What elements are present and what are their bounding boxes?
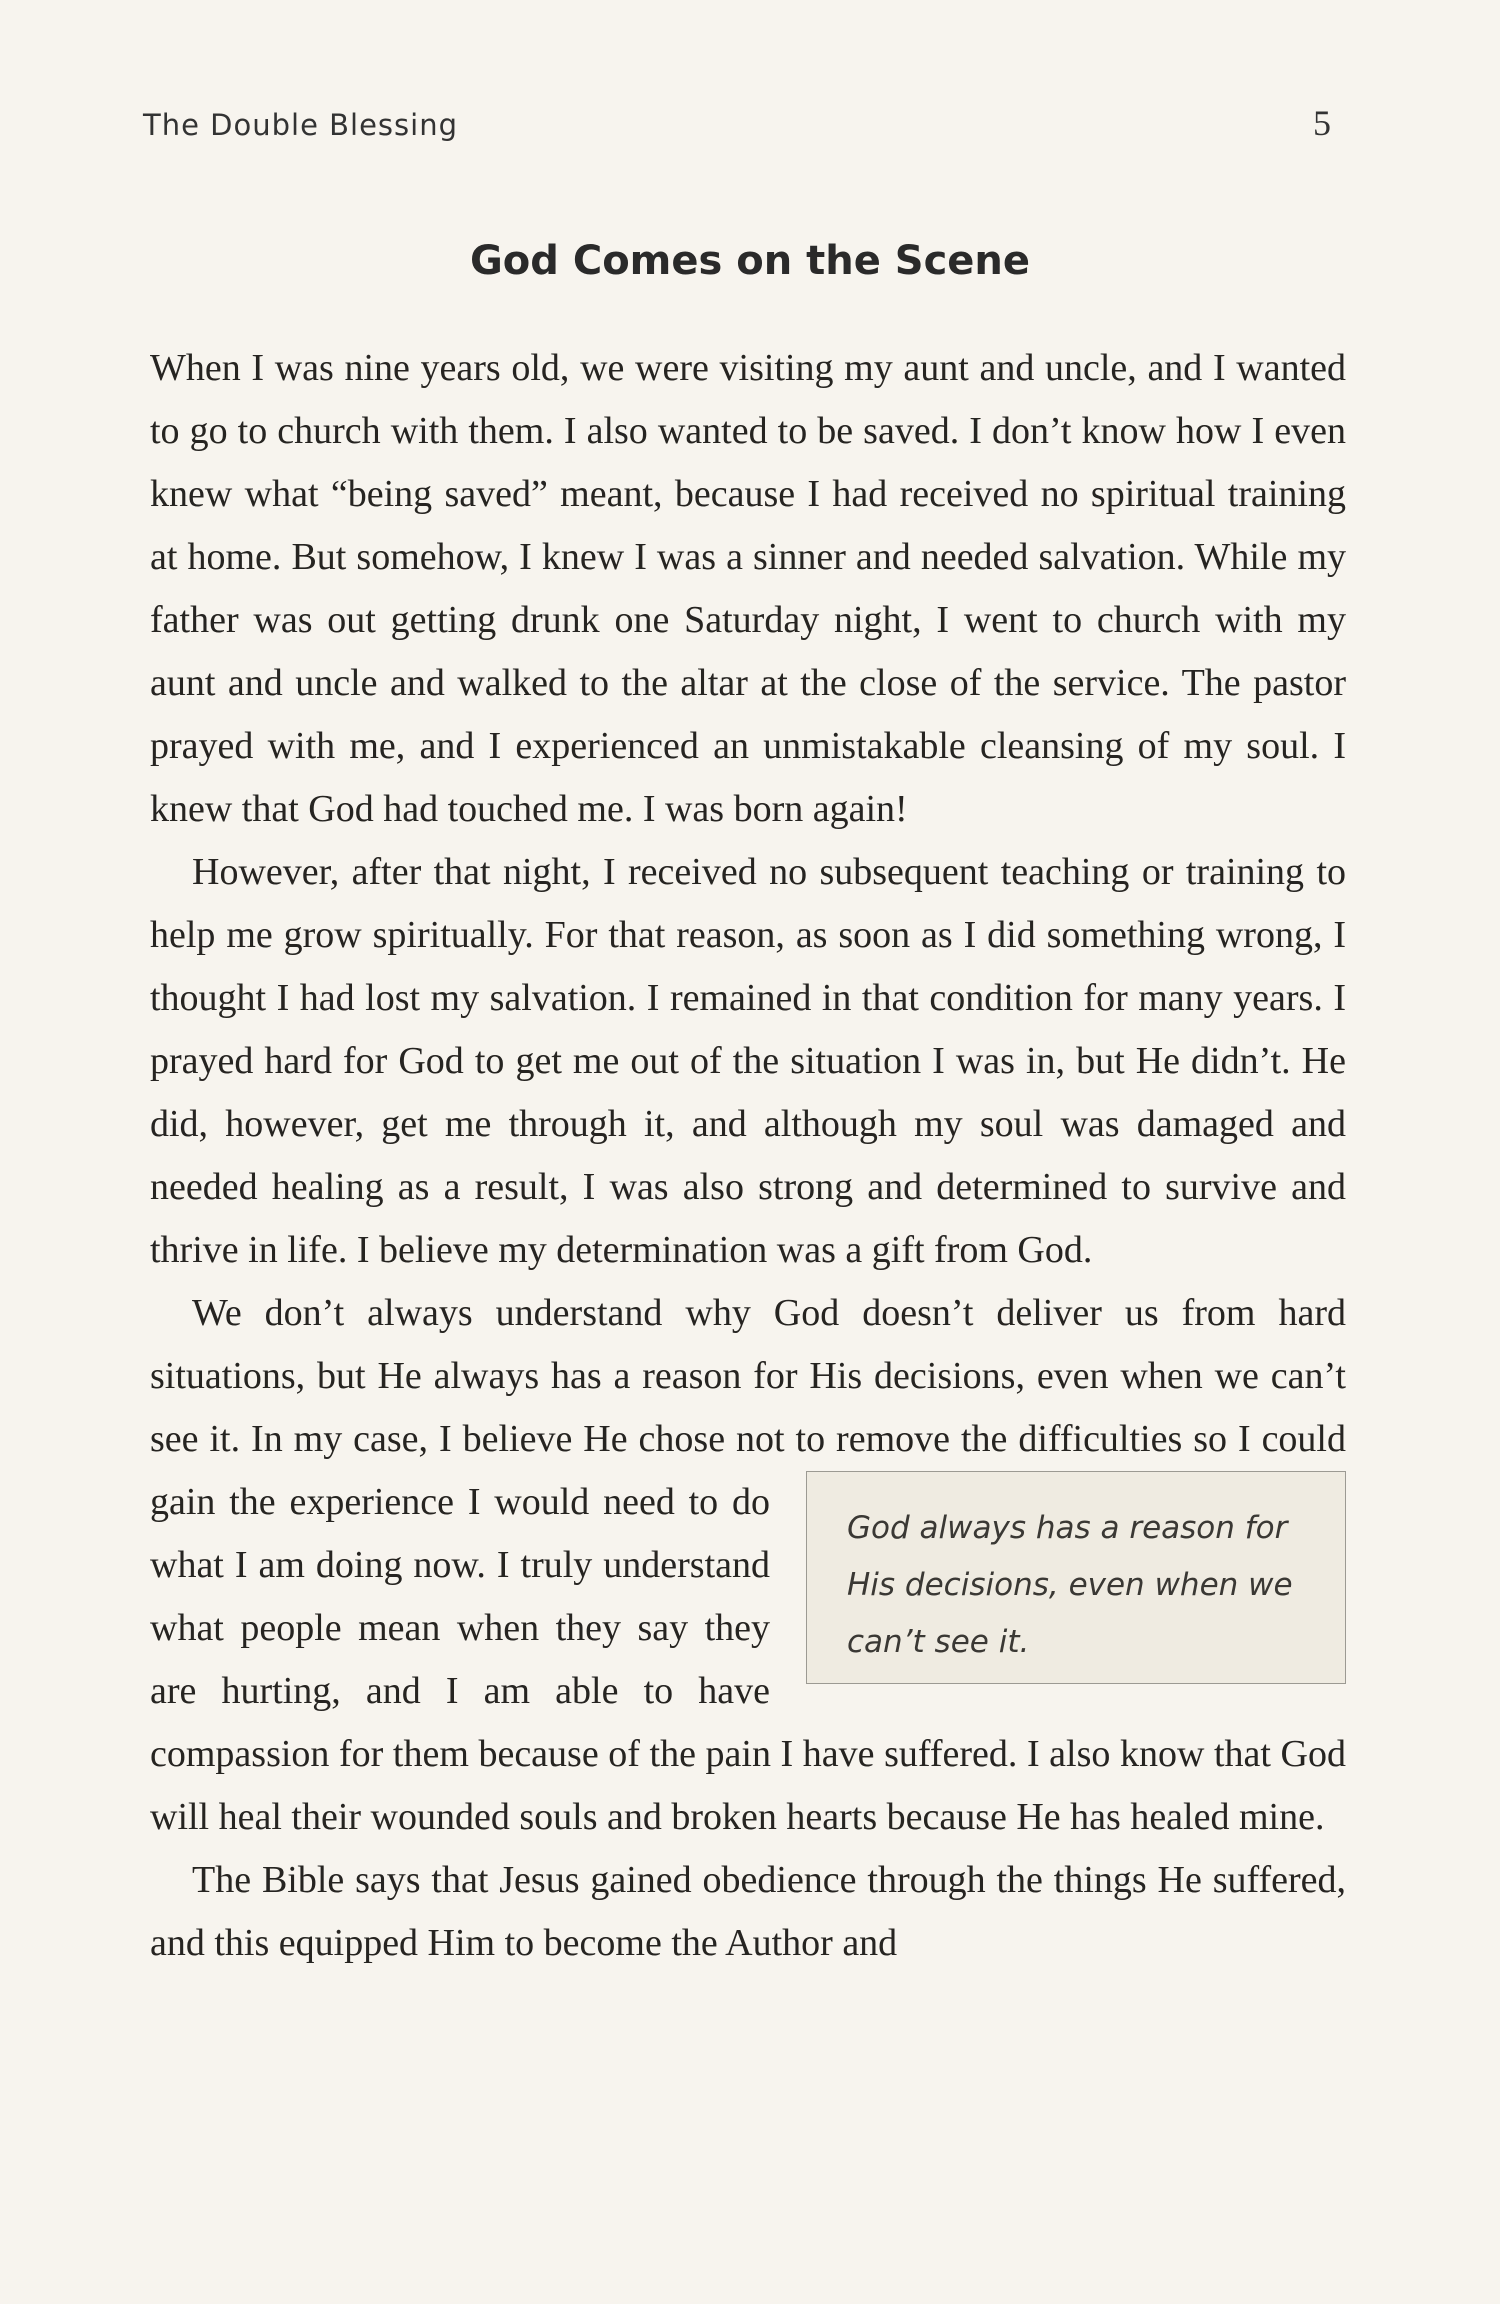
section-heading: God Comes on the Scene	[469, 238, 1031, 284]
pull-quote-box: God always has a reason for His decisions, even when we can’t see it.	[806, 1471, 1346, 1684]
paragraph-3-rest: the difficulties so I could gain the experience I would need to do what I am doing now. I truly understand what people mean when they say they are hurting, and I am able to have compassion for them because of the pain I have suffered. I also know that God will heal their wounded souls and broken hearts because He has healed mine.	[150, 1418, 1346, 1838]
paragraph-2: However, after that night, I received no subsequent teaching or training to help me grow spiritually. For that reason, as soon as I did something wrong, I thought I had lost my salvation. I remained in that condition for many years. I prayed hard for God to get me out of the situation I was in, but He didn’t. He did, however, get me through it, and although my soul was damaged and needed healing as a result, I was also strong and determined to survive and thrive in life. I believe my determination was a gift from God.	[150, 851, 1346, 1271]
paragraph-3-lead: We don’t always understand why God doesn’t deliver us from hard situations, but He always has a reason for His decisions, even when we can’t see it. In my case, I believe He chose not to remove	[150, 1292, 1346, 1460]
paragraph-1: When I was nine years old, we were visiting my aunt and uncle, and I wanted to go to church with them. I also wanted to be saved. I don’t know how I even knew what “being saved” meant, because I had received no spiritual training at home. But somehow, I knew I was a sinner and needed salvation. While my father was out getting drunk one Saturday night, I went to church with my aunt and uncle and walked to the altar at the close of the service. The pastor prayed with me, and I experienced an unmistakable cleansing of my soul. I knew that God had touched me. I was born again!	[150, 347, 1346, 830]
paragraph-3-wrapper	[150, 1282, 1346, 1849]
paragraph-4: The Bible says that Jesus gained obedience through the things He suffered, and this equipped Him to become the Author and	[150, 1859, 1346, 1964]
body-text	[150, 337, 1346, 1975]
running-head: The Double Blessing	[143, 108, 458, 142]
page-number: 5	[1313, 103, 1331, 143]
